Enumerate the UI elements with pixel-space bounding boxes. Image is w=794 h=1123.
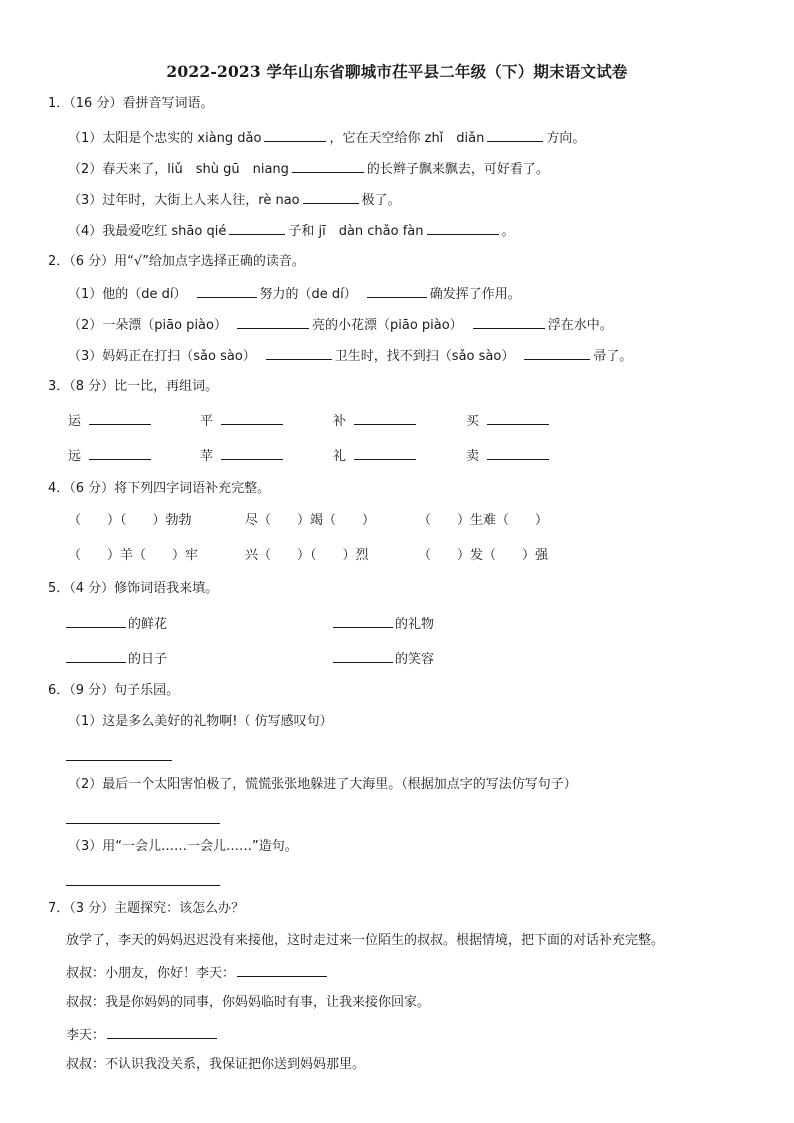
- q3-heading: 3．（8 分）比一比，再组词。: [48, 379, 219, 394]
- q3-char: 远: [68, 446, 154, 466]
- answer-blank[interactable]: [237, 315, 309, 329]
- answer-blank[interactable]: [367, 284, 427, 298]
- idiom-item[interactable]: （ ）羊（ ）牢: [68, 548, 199, 563]
- exam-title: 2022-2023 学年山东省聊城市茌平县二年级（下）期末语文试卷: [166, 62, 628, 81]
- idiom-item[interactable]: 兴（ ）（ ）烈: [245, 548, 369, 563]
- q1-item-4: （4）我最爱吃红 shāo qié 子和 jī dàn chǎo fàn 。: [68, 221, 515, 241]
- q7-dialog-3: 李天：: [66, 1025, 220, 1045]
- answer-blank[interactable]: [303, 190, 359, 204]
- answer-blank[interactable]: [66, 649, 126, 663]
- answer-blank[interactable]: [333, 614, 393, 628]
- q3-char: 买: [466, 411, 552, 431]
- answer-blank[interactable]: [89, 446, 151, 460]
- answer-blank[interactable]: [89, 411, 151, 425]
- q1-item-2: （2）春天来了，liǔ shù gū niang 的长辫子飘来飘去，可好看了。: [68, 159, 549, 179]
- q5-heading: 5．（4 分）修饰词语我来填。: [48, 581, 219, 596]
- answer-blank[interactable]: [354, 411, 416, 425]
- q2-item-3: （3）妈妈正在打扫（sǎo sào） 卫生时，找不到扫（sǎo sào） 帚了。: [68, 346, 632, 366]
- answer-line[interactable]: [66, 884, 220, 886]
- answer-blank[interactable]: [221, 411, 283, 425]
- q3-char: 运: [68, 411, 154, 431]
- q6-heading: 6．（9 分）句子乐园。: [48, 683, 180, 698]
- answer-blank[interactable]: [237, 963, 327, 977]
- modifier-item: 的礼物: [333, 614, 434, 634]
- answer-blank[interactable]: [333, 649, 393, 663]
- answer-blank[interactable]: [487, 446, 549, 460]
- q3-char: 礼: [333, 446, 419, 466]
- q7-dialog-1: 叔叔：小朋友，你好！李天：: [66, 963, 330, 983]
- q3-char: 苹: [200, 446, 286, 466]
- answer-blank[interactable]: [229, 221, 285, 235]
- modifier-item: 的鲜花: [66, 614, 167, 634]
- q6-item-2: （2）最后一个太阳害怕极了，慌慌张张地躲进了大海里。（根据加点字的写法仿写句子）: [68, 777, 577, 792]
- modifier-item: 的日子: [66, 649, 167, 669]
- answer-blank[interactable]: [427, 221, 499, 235]
- idiom-item[interactable]: 尽（ ）竭（ ）: [245, 513, 376, 528]
- answer-line[interactable]: [66, 759, 172, 761]
- answer-blank[interactable]: [197, 284, 257, 298]
- q2-item-1: （1）他的（de dí） 努力的（de dí） 确发挥了作用。: [68, 284, 521, 304]
- answer-blank[interactable]: [524, 346, 590, 360]
- q1-heading: 1．（16 分）看拼音写词语。: [48, 96, 214, 111]
- answer-blank[interactable]: [266, 346, 332, 360]
- q3-char: 补: [333, 411, 419, 431]
- answer-blank[interactable]: [221, 446, 283, 460]
- answer-blank[interactable]: [473, 315, 545, 329]
- modifier-item: 的笑容: [333, 649, 434, 669]
- q2-heading: 2．（6 分）用“√”给加点字选择正确的读音。: [48, 254, 305, 269]
- answer-blank[interactable]: [66, 614, 126, 628]
- answer-blank[interactable]: [107, 1025, 217, 1039]
- q6-item-3: （3）用“一会儿……一会儿……”造句。: [68, 839, 298, 854]
- answer-blank[interactable]: [354, 446, 416, 460]
- answer-line[interactable]: [66, 822, 220, 824]
- q7-dialog-4: 叔叔：不认识我没关系，我保证把你送到妈妈那里。: [66, 1057, 366, 1072]
- q4-heading: 4．（6 分）将下列四字词语补充完整。: [48, 481, 271, 496]
- q1-item-1: （1）太阳是个忠实的 xiàng dǎo ，它在天空给你 zhǐ diǎn 方向。: [68, 128, 585, 148]
- answer-blank[interactable]: [487, 411, 549, 425]
- idiom-item[interactable]: （ ）发（ ）强: [418, 548, 549, 563]
- q7-dialog-2: 叔叔：我是你妈妈的同事，你妈妈临时有事，让我来接你回家。: [66, 995, 431, 1010]
- q7-heading: 7．（3 分）主题探究：该怎么办？: [48, 901, 245, 916]
- answer-blank[interactable]: [487, 128, 543, 142]
- q3-char: 卖: [466, 446, 552, 466]
- idiom-item[interactable]: （ ）生难（ ）: [418, 513, 549, 528]
- q1-item-3: （3）过年时，大街上人来人往，rè nao 极了。: [68, 190, 401, 210]
- idiom-item[interactable]: （ ）（ ）勃勃: [68, 513, 192, 528]
- q7-context: 放学了，李天的妈妈迟迟没有来接他，这时走过来一位陌生的叔叔。根据情境，把下面的对话补充完整。: [66, 933, 665, 948]
- q6-item-1: （1）这是多么美好的礼物啊!（ 仿写感叹句）: [68, 714, 333, 729]
- answer-blank[interactable]: [292, 159, 364, 173]
- answer-blank[interactable]: [264, 128, 326, 142]
- q3-char: 平: [200, 411, 286, 431]
- q2-item-2: （2）一朵漂（piāo piào） 亮的小花漂（piāo piào） 浮在水中。: [68, 315, 613, 335]
